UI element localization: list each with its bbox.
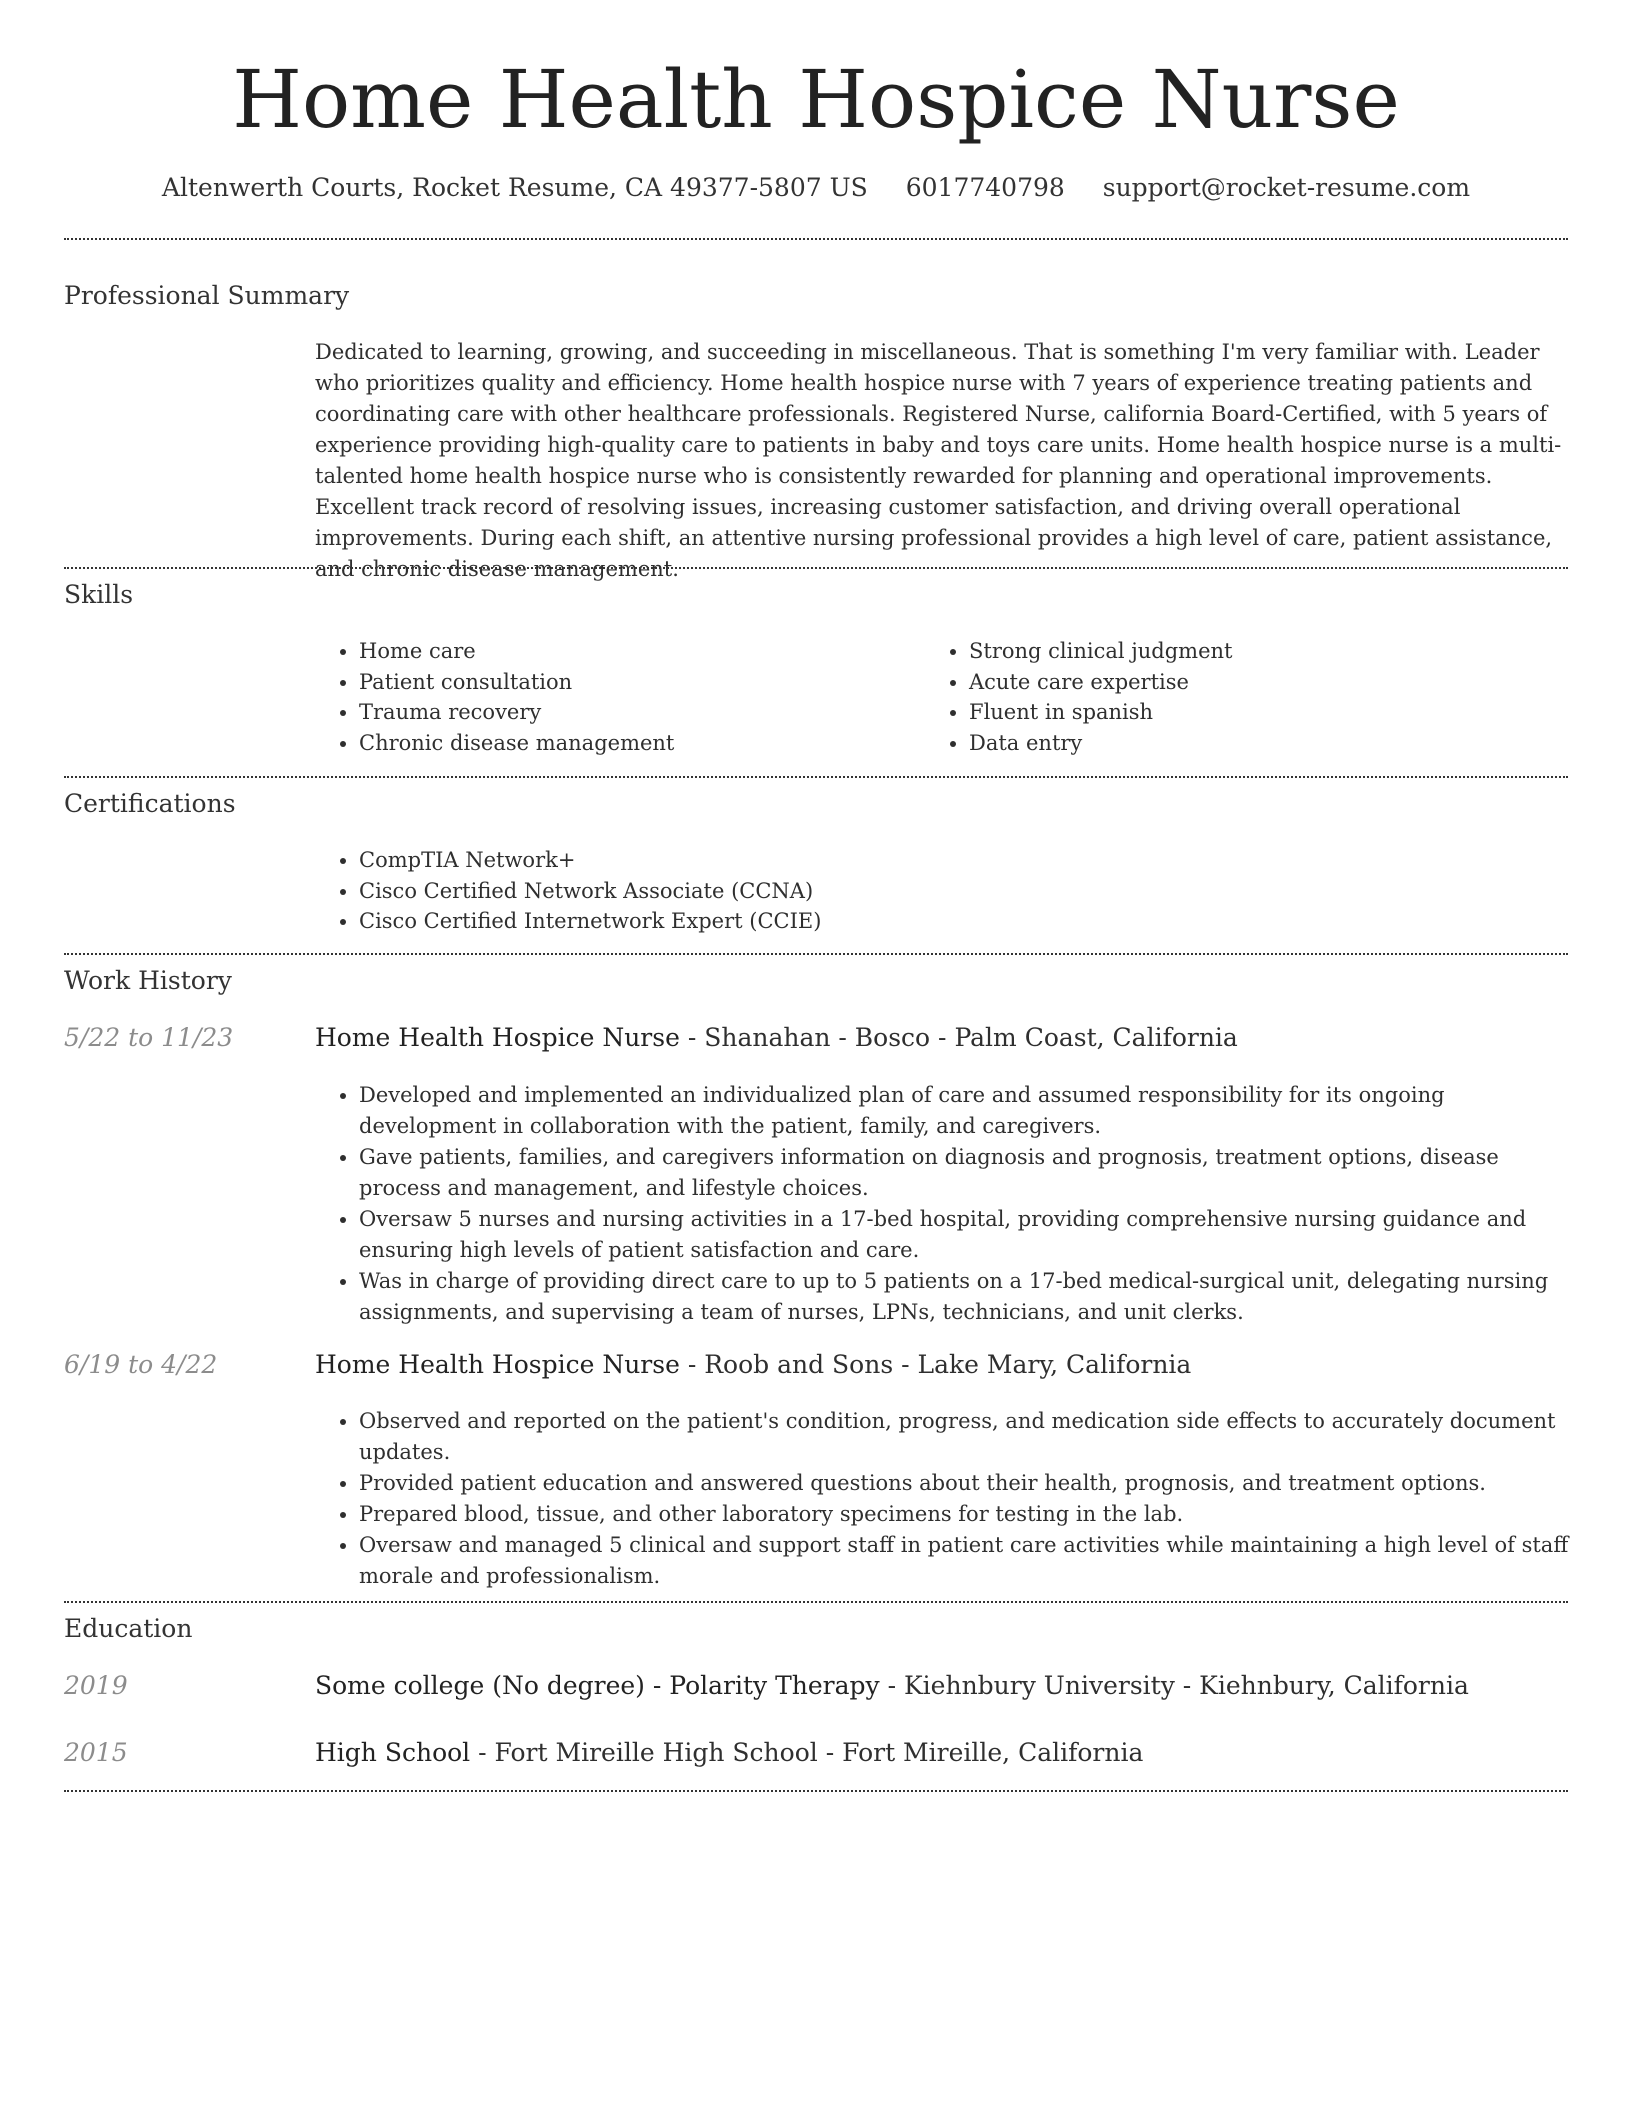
skill-item: • Trauma recovery bbox=[359, 697, 915, 728]
job-bullet: • Provided patient education and answered questions about their health, prognosis, and treatment options. bbox=[359, 1468, 1570, 1499]
job-employer: - Roob and Sons - Lake Mary, California bbox=[679, 1350, 1192, 1379]
certifications-list bbox=[315, 845, 1570, 937]
divider bbox=[64, 238, 1568, 240]
summary-heading: Professional Summary bbox=[64, 281, 350, 310]
divider bbox=[64, 567, 1568, 569]
contact-phone: 6017740798 bbox=[905, 173, 1065, 202]
job-bullet: • Observed and reported on the patient's condition, progress, and medication side effects to accurately document updates. bbox=[359, 1406, 1570, 1468]
skill-item: • Patient consultation bbox=[359, 667, 915, 698]
divider bbox=[64, 1601, 1568, 1603]
job-bullet: • Gave patients, families, and caregivers information on diagnosis and prognosis, treatment options, disease process and management, and lifestyle choices. bbox=[359, 1142, 1570, 1204]
skills-heading: Skills bbox=[64, 580, 134, 609]
divider bbox=[64, 1790, 1568, 1792]
skill-item: • Acute care expertise bbox=[969, 667, 1525, 698]
divider bbox=[64, 953, 1568, 955]
education-heading: Education bbox=[64, 1614, 193, 1643]
job-bullet: • Prepared blood, tissue, and other laboratory specimens for testing in the lab. bbox=[359, 1499, 1570, 1530]
job-dates: 5/22 to 11/23 bbox=[64, 1023, 234, 1052]
job-bullet: • Was in charge of providing direct care to up to 5 patients on a 17-bed medical-surgical unit, delegating nursing assignments, and supervising a team of nurses, LPNs, technicians, and unit clerks. bbox=[359, 1266, 1570, 1328]
job-heading bbox=[315, 1347, 1570, 1383]
contact-line bbox=[0, 170, 1632, 206]
job-bullets bbox=[315, 1406, 1570, 1592]
education-entry bbox=[315, 1668, 1570, 1704]
certifications-heading: Certifications bbox=[64, 789, 236, 818]
education-school: - Kiehnbury University - Kiehnbury, California bbox=[879, 1671, 1469, 1700]
certification-item: • Cisco Certified Internetwork Expert (CCIE) bbox=[359, 906, 1570, 937]
skill-item: • Home care bbox=[359, 636, 915, 667]
skill-item: • Chronic disease management bbox=[359, 728, 915, 759]
divider bbox=[64, 776, 1568, 778]
job-employer: - Shanahan - Bosco - Palm Coast, California bbox=[679, 1023, 1238, 1052]
skill-item: • Strong clinical judgment bbox=[969, 636, 1525, 667]
skills-list-right bbox=[925, 636, 1525, 758]
job-bullet: • Oversaw and managed 5 clinical and support staff in patient care activities while maintaining a high level of staff morale and professionalism. bbox=[359, 1530, 1570, 1592]
certification-item: • Cisco Certified Network Associate (CCNA) bbox=[359, 876, 1570, 907]
contact-address: Altenwerth Courts, Rocket Resume, CA 49377-5807 US bbox=[161, 173, 868, 202]
education-entry bbox=[315, 1735, 1570, 1771]
job-heading bbox=[315, 1020, 1570, 1056]
summary-text: Dedicated to learning, growing, and succeeding in miscellaneous. That is something I'm very familiar with. Leader who prioritizes quality and efficiency. Home health hospice nurse with 7 years of experience treating patients and coordinating care with other healthcare professionals. Registered Nurse, california Board-Certified, with 5 years of experience providing high-quality care to patients in baby and toys care units. Home health hospice nurse is a multi-talented home health hospice nurse who is consistently rewarded for planning and operational improvements. Excellent track record of resolving issues, increasing customer satisfaction, and driving overall operational improvements. During each shift, an attentive nursing professional provides a high level of care, patient assistance, and chronic disease management. bbox=[315, 340, 1562, 581]
education-year: 2019 bbox=[64, 1671, 128, 1700]
job-bullets bbox=[315, 1080, 1570, 1328]
education-school: - Fort Mireille High School - Fort Mireille, California bbox=[470, 1738, 1144, 1767]
job-bullet: • Developed and implemented an individualized plan of care and assumed responsibility for its ongoing development in collaboration with the patient, family, and caregivers. bbox=[359, 1080, 1570, 1142]
job-title: Home Health Hospice Nurse bbox=[315, 1350, 680, 1379]
skill-item: • Data entry bbox=[969, 728, 1525, 759]
education-degree: High School bbox=[315, 1738, 471, 1767]
skill-item: • Fluent in spanish bbox=[969, 697, 1525, 728]
certification-item: • CompTIA Network+ bbox=[359, 845, 1570, 876]
job-dates: 6/19 to 4/22 bbox=[64, 1350, 218, 1379]
candidate-name: Home Health Hospice Nurse bbox=[232, 53, 1400, 146]
job-bullet: • Oversaw 5 nurses and nursing activities in a 17-bed hospital, providing comprehensive nursing guidance and ensuring high levels of patient satisfaction and care. bbox=[359, 1204, 1570, 1266]
work-history-heading: Work History bbox=[64, 966, 232, 995]
education-degree: Some college (No degree) - Polarity Therapy bbox=[315, 1671, 880, 1700]
skills-list-left bbox=[315, 636, 915, 758]
job-title: Home Health Hospice Nurse bbox=[315, 1023, 680, 1052]
contact-email: support@rocket-resume.com bbox=[1102, 173, 1471, 202]
education-year: 2015 bbox=[64, 1738, 128, 1767]
